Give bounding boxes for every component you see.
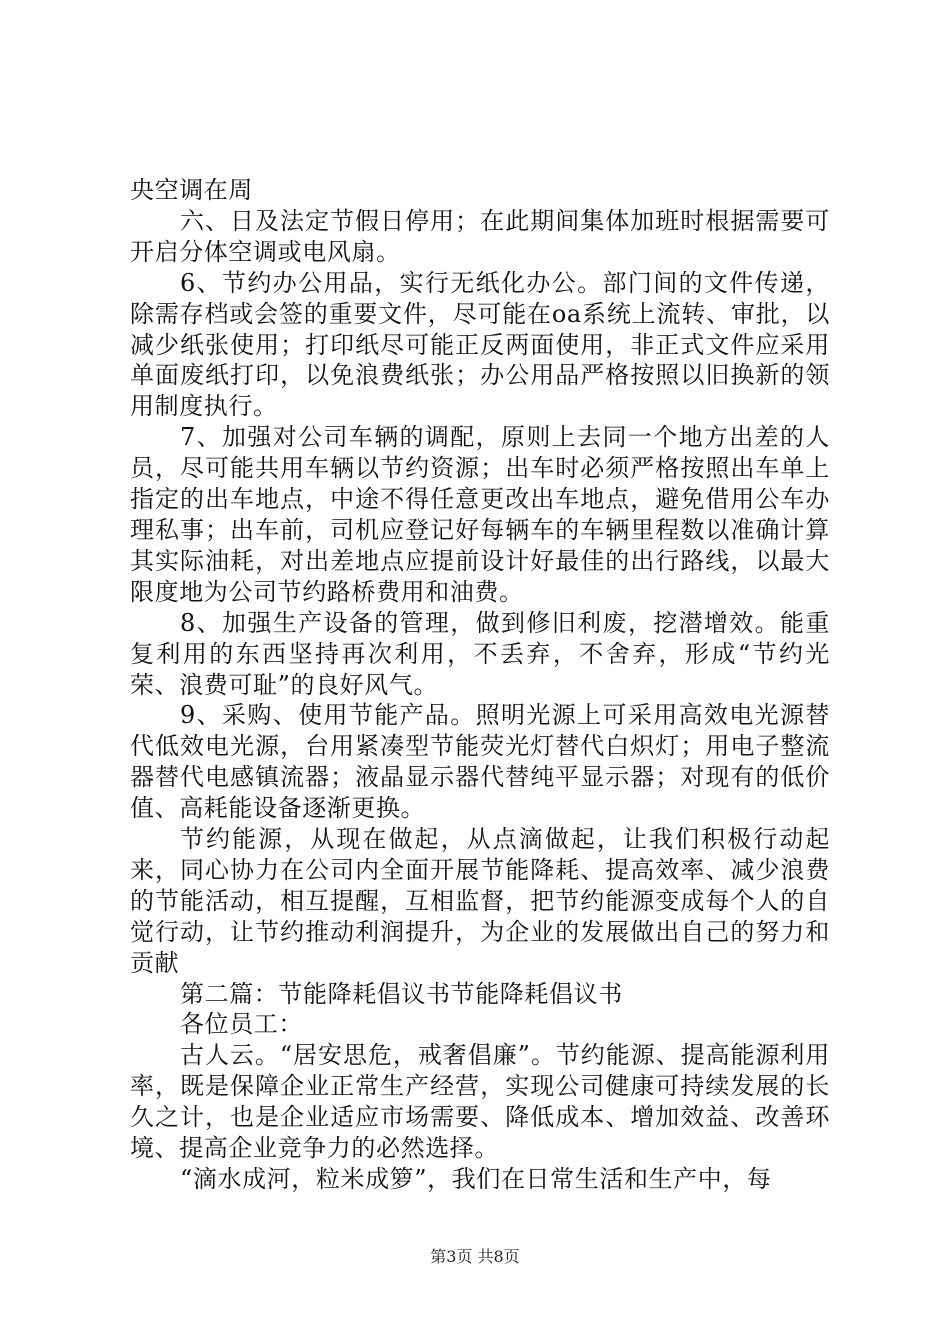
paragraph: 8、加强生产设备的管理，做到修旧利废，挖潜增效。能重复利用的东西坚持再次利用，不丢弃，不舍弃，形成“节约光荣、浪费可耻”的良好风气。 bbox=[130, 608, 830, 699]
paragraph: 9、采购、使用节能产品。照明光源上可采用高效电光源替代低效电光源，台用紧凑型节能荧光灯替代白炽灯；用电子整流器替代电感镇流器；液晶显示器代替纯平显示器；对现有的低价值、高耗能设备逐渐更换。 bbox=[130, 701, 830, 823]
page-number-footer: 第3页 共8页 bbox=[430, 1247, 520, 1266]
paragraph: 6、节约办公用品，实行无纸化办公。部门间的文件传递，除需存档或会签的重要文件，尽可能在oa系统上流转、审批，以减少纸张使用；打印纸尽可能正反两面使用，非正式文件应采用单面废纸打印，以免浪费纸张；办公用品严格按照以旧换新的领用制度执行。 bbox=[130, 268, 830, 421]
body-text bbox=[130, 175, 830, 1195]
paragraph: 央空调在周 bbox=[130, 176, 253, 204]
paragraph: 7、加强对公司车辆的调配，原则上去同一个地方出差的人员，尽可能共用车辆以节约资源；出车时必须严格按照出车单上指定的出车地点，中途不得任意更改出车地点，避免借用公车办理私事；出车前，司机应登记好每辆车的车辆里程数以准确计算其实际油耗，对出差地点应提前设计好最佳的出行路线，以最大限度地为公司节约路桥费用和油费。 bbox=[130, 423, 830, 606]
section-heading: 第二篇：节能降耗倡议书节能降耗倡议书 bbox=[180, 979, 623, 1008]
salutation: 各位员工： bbox=[180, 1010, 303, 1039]
paragraph: 节约能源，从现在做起，从点滴做起，让我们积极行动起来，同心协力在公司内全面开展节能降耗、提高效率、减少浪费的节能活动，相互提醒，互相监督，把节约能源变成每个人的自觉行动，让节约推动利润提升，为企业的发展做出自己的努力和贡献 bbox=[130, 825, 830, 977]
paragraph: 六、日及法定节假日停用；在此期间集体加班时根据需要可开启分体空调或电风扇。 bbox=[130, 206, 830, 266]
paragraph: “滴水成河，粒米成箩”，我们在日常生活和生产中，每 bbox=[180, 1165, 772, 1193]
paragraph: 古人云。“居安思危，戒奢倡廉”。节约能源、提高能源利用率，既是保障企业正常生产经营，实现公司健康可持续发展的长久之计，也是企业适应市场需要、降低成本、增加效益、改善环境、提高企业竞争力的必然选择。 bbox=[130, 1041, 830, 1163]
